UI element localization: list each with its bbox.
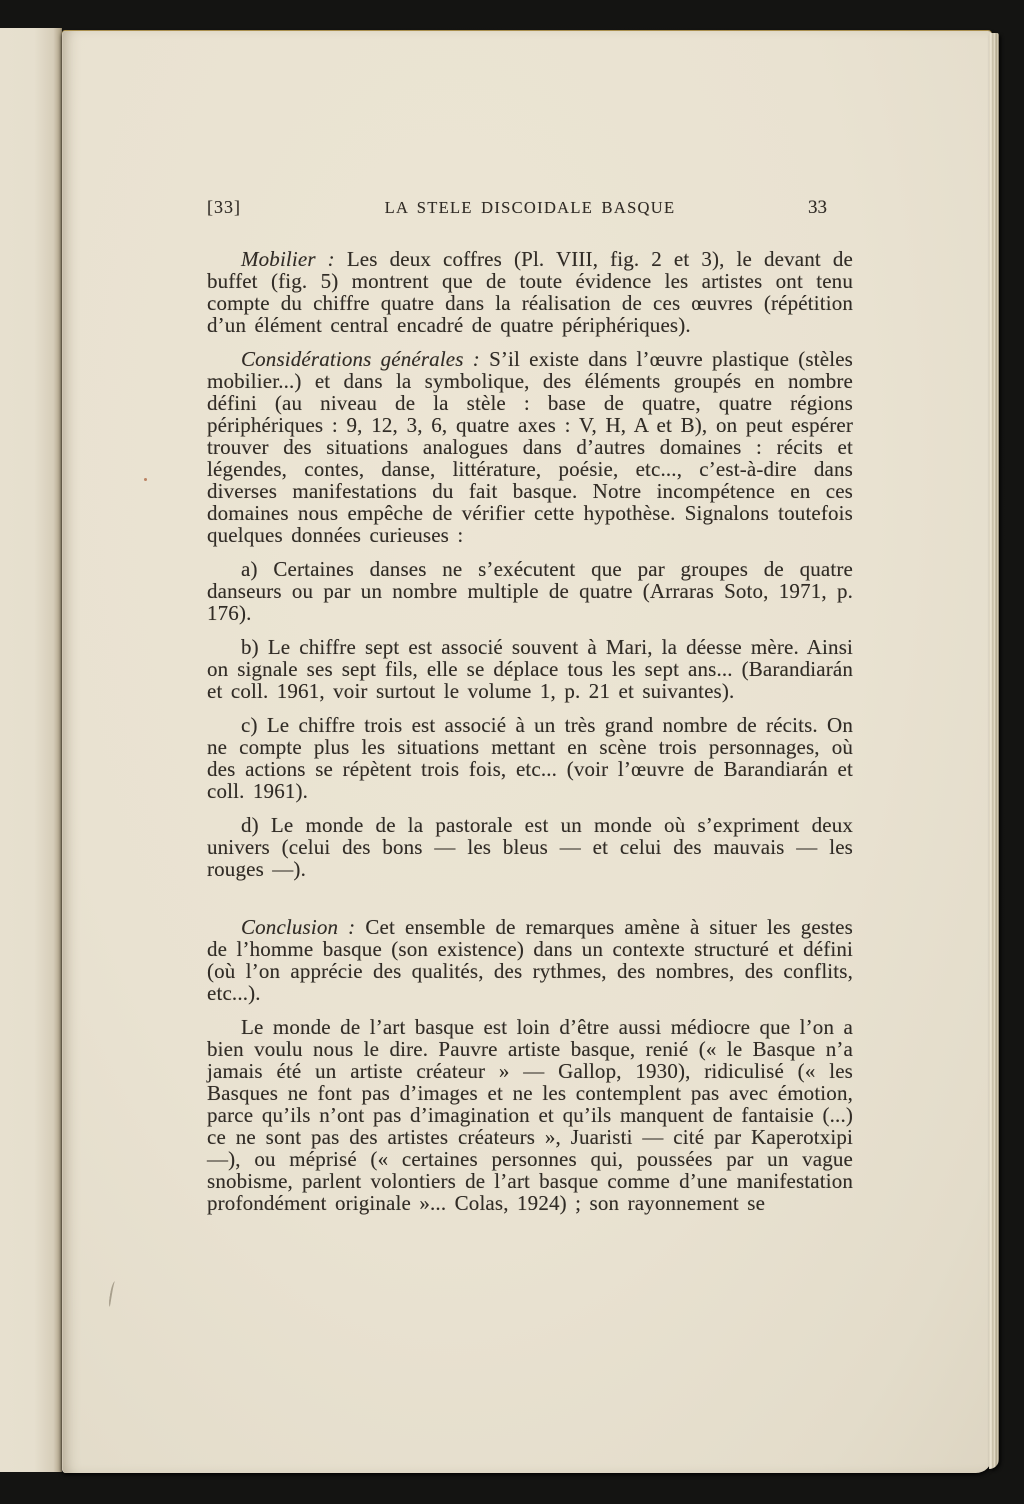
paragraph-lead: Considérations générales :	[241, 347, 490, 371]
header-left-marker: [33]	[207, 197, 241, 217]
paragraph-text: Les deux coffres (Pl. VIII, fig. 2 et 3), le devant de buffet (fig. 5) montrent que de toute évidence les artistes ont tenu compte du chiffre quatre dans la réalisation de ces œuvres (répétition d’un élément central encadré de quatre périphériques).	[207, 247, 853, 337]
paragraph-item-c	[207, 714, 853, 802]
paragraph-conclusion	[207, 916, 853, 1004]
paragraph-considerations	[207, 348, 853, 546]
paragraph-lead: Mobilier :	[241, 247, 347, 271]
pencil-mark	[108, 1281, 117, 1307]
book-page	[62, 31, 992, 1473]
paragraph-text: Cet ensemble de remarques amène à situer les gestes de l’homme basque (son existence) dans un contexte structuré et défini (où l’on apprécie des qualités, des rythmes, des nombres, des conflits, etc...).	[207, 915, 853, 1005]
paragraph-mobilier	[207, 248, 853, 336]
paragraph-text: S’il existe dans l’œuvre plastique (stèles mobilier...) et dans la symbolique, des éléments groupés en nombre défini (au niveau de la stèle : base de quatre, quatre régions périphériques : 9, 12, 3, 6, quatre axes : V, H, A et B), on peut espérer trouver des situations analogues dans d’autres domaines : récits et légendes, contes, danse, littérature, poésie, etc..., c’est-à-dire dans diverses manifestations du fait basque. Notre incompétence en ces domaines nous empêche de vérifier cette hypothèse. Signalons toutefois quelques données curieuses :	[207, 347, 853, 547]
page-number: 33	[808, 197, 827, 218]
paragraph-text: a) Certaines danses ne s’exécutent que par groupes de quatre danseurs ou par un nombre multiple de quatre (Arraras Soto, 1971, p. 176).	[207, 557, 853, 625]
facing-page-edge	[0, 28, 62, 1472]
paragraph-lead: Conclusion :	[241, 915, 366, 939]
paragraph-item-b	[207, 636, 853, 702]
paragraph-item-a	[207, 558, 853, 624]
paragraph-text: b) Le chiffre sept est associé souvent à Mari, la déesse mère. Ainsi on signale ses sept fils, elle se déplace tous les sept ans... (Barandiarán et coll. 1961, voir surtout le volume 1, p. 21 et suivantes).	[207, 635, 853, 703]
text-block	[207, 196, 853, 1226]
paragraph-text: c) Le chiffre trois est associé à un très grand nombre de récits. On ne compte plus les situations mettant en scène trois personnages, où des actions se répètent trois fois, etc... (voir l’œuvre de Barandiarán et coll. 1961).	[207, 713, 853, 803]
page-title: LA STELE DISCOIDALE BASQUE	[384, 198, 676, 217]
paper-speck	[144, 478, 147, 481]
paragraph-text: d) Le monde de la pastorale est un monde où s’expriment deux univers (celui des bons — les bleus — et celui des mauvais — les rouges —).	[207, 813, 853, 881]
paragraph-text: Le monde de l’art basque est loin d’être aussi médiocre que l’on a bien voulu nous le dire. Pauvre artiste basque, renié (« le Basque n’a jamais été un artiste créateur » — Gallop, 1930), ridiculisé (« les Basques ne font pas d’images et ne les contemplent pas avec émotion, parce qu’ils n’ont pas d’imagination et qu’ils manquent de fantaisie (...) ce ne sont pas des artistes créateurs », Juaristi — cité par Kaperotxipi —), ou méprisé (« certaines personnes qui, poussées par un vague snobisme, parlent volontiers de l’art basque comme d’une manifestation profondément originale »... Colas, 1924) ; son rayonnement se	[207, 1015, 853, 1215]
paragraph-art-basque	[207, 1016, 853, 1214]
page-edge-stack	[989, 33, 999, 1469]
page-header	[207, 196, 853, 218]
paragraph-item-d	[207, 814, 853, 880]
